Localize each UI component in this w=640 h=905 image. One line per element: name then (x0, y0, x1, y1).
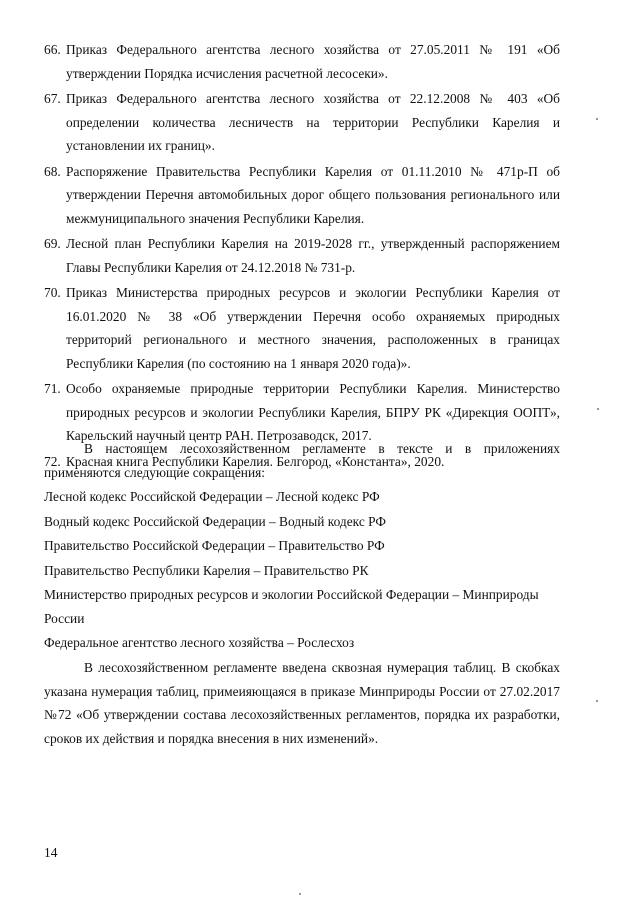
scan-speck (596, 118, 598, 120)
scan-speck (299, 893, 301, 895)
reference-text: Приказ Федерального агентства лесного хозяйства от 27.05.2011 № 191 «Об утверждении Порядка исчисления расчетной лесосеки». (66, 42, 560, 81)
abbreviations-section (44, 437, 560, 656)
reference-number: 70. (44, 285, 61, 300)
reference-number: 72. (44, 453, 61, 469)
abbreviation-item: Водный кодекс Российской Федерации – Водный кодекс РФ (44, 513, 386, 529)
abbreviation-item: Федеральное агентство лесного хозяйства – Рослесхоз (44, 635, 355, 650)
reference-item (44, 281, 560, 375)
scan-speck (597, 408, 599, 410)
page-number: 14 (44, 845, 58, 860)
reference-number: 71. (44, 381, 61, 396)
abbreviation-item: Лесной кодекс Российской Федерации – Лесной кодекс РФ (44, 489, 380, 504)
reference-text: Особо охраняемые природные территории Республики Карелия. Министерство природных ресурсов и экологии Республики Карелия, БПРУ РК «Дирекция ООПТ», Карельский научный центр РАН. Петрозаводск, 2017. (66, 381, 560, 443)
table-numbering-note: В лесохозяйственном регламенте введена сквозная нумерация таблиц. В скобках указана нумерация таблиц, примеияющаяся в приказе Минприроды России от 27.02.2017 №72 «Об утверждении состава лесохозяйственных регламентов, порядка их разработки, сроков их действия и порядка внесения в них изменений». (44, 660, 560, 746)
abbreviations-intro: В настоящем лесохозяйственном регламенте в тексте и в приложениях применяются следующие сокращения: (44, 441, 560, 480)
reference-item (44, 38, 560, 85)
reference-text: Распоряжение Правительства Республики Карелия от 01.11.2010 № 471р-П об утверждении Перечня автомобильных дорог общего пользования регионального или межмуниципального значения Республики Карелия. (66, 163, 560, 226)
reference-number: 68. (44, 163, 61, 179)
reference-item (44, 232, 560, 279)
reference-number: 67. (44, 91, 61, 106)
reference-item (44, 87, 560, 158)
reference-text: Приказ Федерального агентства лесного хозяйства от 22.12.2008 № 403 «Об определении количества лесничеств на территории Республики Карелия и установлении их границ». (66, 91, 560, 153)
reference-number: 69. (44, 236, 61, 251)
reference-text: Лесной план Республики Карелия на 2019-2028 гг., утвержденный распоряжением Главы Республики Карелия от 24.12.2018 № 731-р. (66, 236, 560, 275)
abbreviation-item: Правительство Российской Федерации – Правительство РФ (44, 538, 385, 553)
reference-item (44, 160, 560, 231)
abbreviation-item: Министерство природных ресурсов и экологии Российской Федерации – Минприроды России (44, 587, 539, 626)
abbreviation-item: Правительство Республики Карелия – Правительство РК (44, 562, 369, 578)
reference-text: Приказ Министерства природных ресурсов и экологии Республики Карелия от 16.01.2020 № 38 «Об утверждении Перечня особо охраняемых природных территорий регионального и местного значения, расположенных в границах Республики Карелия (по состоянию на 1 января 2020 года)». (66, 285, 560, 371)
scan-speck (596, 700, 598, 702)
reference-list (44, 38, 560, 475)
reference-text: Красная книга Республики Карелия. Белгород, «Константа», 2020. (66, 453, 445, 469)
reference-number: 66. (44, 42, 61, 57)
